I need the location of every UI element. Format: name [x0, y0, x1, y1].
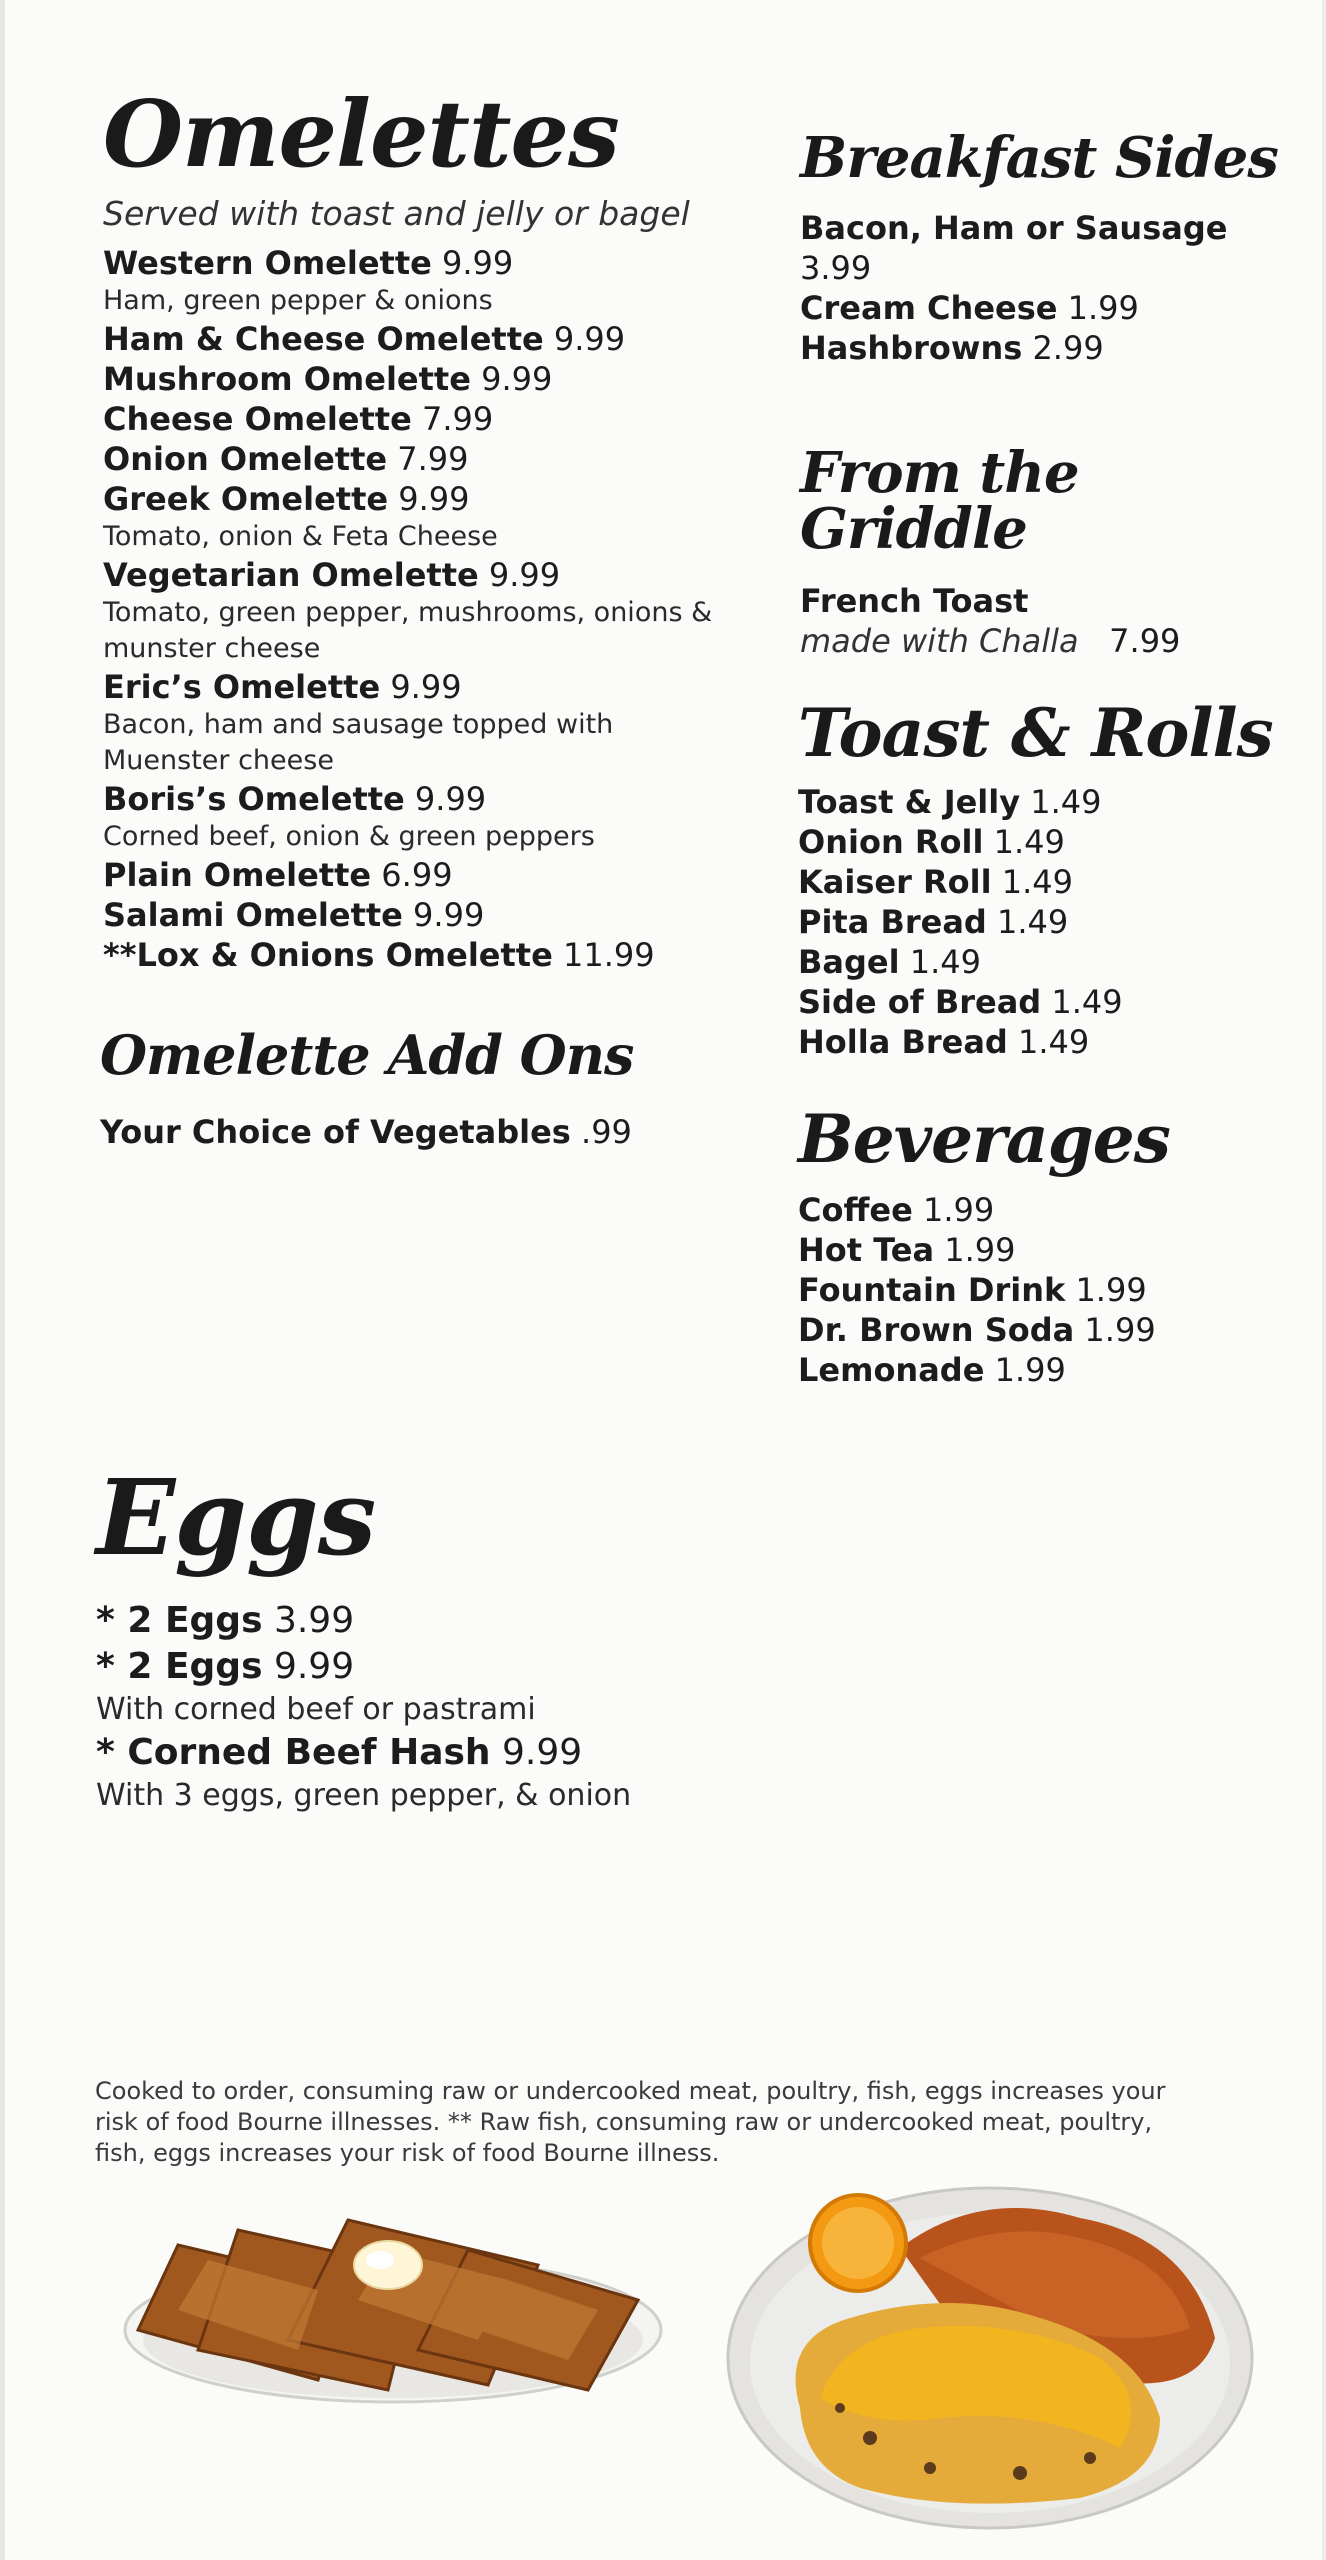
menu-item-price: 1.99: [922, 1191, 995, 1229]
menu-item-name: Kaiser Roll: [798, 863, 992, 901]
menu-item: [800, 328, 1300, 368]
menu-item-name: Cheese Omelette: [103, 400, 412, 438]
menu-item-name: Pita Bread: [798, 903, 987, 941]
menu-item-desc: Corned beef, onion & green peppers: [103, 821, 595, 852]
menu-item-line: [96, 1730, 736, 1776]
menu-item-price: 9.99: [488, 556, 561, 594]
menu-item-line: [96, 1598, 736, 1644]
beverages-list: [798, 1190, 1298, 1390]
menu-item-price: 9.99: [273, 1646, 355, 1687]
menu-item-desc: With corned beef or pastrami: [96, 1692, 536, 1727]
menu-item: [103, 779, 743, 855]
griddle-item: [800, 581, 1300, 621]
griddle-item-price: 7.99: [1109, 622, 1181, 660]
menu-item-name: Hashbrowns: [800, 329, 1023, 367]
menu-item-desc: Bacon, ham and sausage topped with Muenster cheese: [103, 709, 614, 776]
menu-item-price: 1.49: [993, 823, 1065, 861]
menu-item-name: * Corned Beef Hash: [96, 1732, 491, 1773]
menu-item-price: 9.99: [481, 360, 553, 398]
menu-item-name: Bagel: [798, 943, 900, 981]
menu-item-name: Lemonade: [798, 1351, 985, 1389]
menu-item: [96, 1730, 736, 1816]
menu-item-line: [103, 479, 743, 519]
menu-item-name: Mushroom Omelette: [103, 360, 471, 398]
menu-item-name: Bacon, Ham or Sausage: [800, 209, 1228, 247]
menu-item-price: 6.99: [381, 856, 453, 894]
menu-item-line: [800, 208, 1300, 288]
omelette-plate-photo: [720, 2168, 1260, 2538]
eggs-title: Eggs: [96, 1456, 376, 1579]
menu-item-line: [798, 902, 1298, 942]
menu-item-line: [103, 935, 743, 975]
menu-item-line: [800, 288, 1300, 328]
menu-item-name: Plain Omelette: [103, 856, 372, 894]
menu-item: [103, 667, 743, 779]
toast-list: [798, 782, 1298, 1062]
menu-item-line: [103, 855, 743, 895]
menu-item: [103, 935, 743, 975]
menu-item-name: Cream Cheese: [800, 289, 1058, 327]
menu-item-price: 3.99: [273, 1600, 355, 1641]
menu-item-line: [103, 243, 743, 283]
menu-item: [798, 1310, 1298, 1350]
menu-item-name: Onion Roll: [798, 823, 984, 861]
menu-item: [798, 1230, 1298, 1270]
menu-item-line: [103, 359, 743, 399]
menu-item: [798, 1350, 1298, 1390]
menu-item-desc: Tomato, green pepper, mushrooms, onions & munster cheese: [103, 597, 713, 664]
menu-item: [103, 319, 743, 359]
menu-item-line: [798, 1230, 1298, 1270]
menu-item-name: Coffee: [798, 1191, 913, 1229]
menu-item-price: 1.99: [1075, 1271, 1147, 1309]
menu-item-desc: With 3 eggs, green pepper, & onion: [96, 1778, 632, 1813]
menu-item-line: [798, 1270, 1298, 1310]
menu-item: [103, 479, 743, 555]
menu-item-price: 1.49: [997, 903, 1069, 941]
beverages-section: [798, 1100, 1298, 1390]
addon-item: [100, 1112, 740, 1152]
menu-item-line: [798, 942, 1298, 982]
menu-item-line: [103, 319, 743, 359]
menu-item-line: [798, 1190, 1298, 1230]
menu-item-line: [103, 555, 743, 595]
menu-item: [798, 942, 1298, 982]
sides-title: Breakfast Sides: [800, 125, 1278, 191]
menu-item-price: 7.99: [421, 400, 494, 438]
addons-title: Omelette Add Ons: [100, 1023, 634, 1087]
menu-item-name: * 2 Eggs: [96, 1600, 263, 1641]
menu-item: [798, 1190, 1298, 1230]
menu-item: [103, 243, 743, 319]
menu-item-line: [798, 982, 1298, 1022]
menu-item-desc: Ham, green pepper & onions: [103, 285, 493, 316]
menu-item-price: 1.49: [1030, 783, 1102, 821]
eggs-list: [96, 1598, 736, 1816]
griddle-item-name: French Toast: [800, 582, 1029, 620]
menu-item-name: Ham & Cheese Omelette: [103, 320, 544, 358]
page-edge-left: [0, 0, 5, 2560]
omelettes-list: [103, 243, 743, 975]
menu-item: [96, 1644, 736, 1730]
menu-item-name: Salami Omelette: [103, 896, 403, 934]
sides-section: [800, 125, 1300, 368]
beverages-title: Beverages: [798, 1100, 1170, 1178]
menu-item: [96, 1598, 736, 1644]
menu-item: [103, 555, 743, 667]
menu-item-price: 1.99: [1067, 289, 1139, 327]
menu-item: [798, 982, 1298, 1022]
menu-item-name: * 2 Eggs: [96, 1646, 263, 1687]
menu-item-line: [96, 1644, 736, 1690]
addon-name: Your Choice of Vegetables: [100, 1113, 571, 1151]
menu-item-line: [103, 779, 743, 819]
menu-item-price: 1.49: [1051, 983, 1123, 1021]
menu-item-name: Eric’s Omelette: [103, 668, 381, 706]
menu-item-name: Boris’s Omelette: [103, 780, 405, 818]
menu-item-price: 9.99: [502, 1732, 583, 1773]
menu-item: [798, 782, 1298, 822]
menu-item: [800, 288, 1300, 328]
omelettes-section: [103, 80, 743, 975]
griddle-item-desc: made with Challa: [800, 622, 1079, 660]
menu-item-price: 1.49: [909, 943, 981, 981]
menu-item-name: Onion Omelette: [103, 440, 388, 478]
menu-item-price: 1.49: [1001, 863, 1074, 901]
menu-item: [103, 439, 743, 479]
menu-item-price: 9.99: [398, 480, 470, 518]
omelettes-title: Omelettes: [103, 80, 619, 188]
menu-item-line: [103, 895, 743, 935]
menu-item-price: 9.99: [390, 668, 462, 706]
menu-item-line: [798, 862, 1298, 902]
menu-item-price: 2.99: [1032, 329, 1104, 367]
sides-list: [800, 208, 1300, 368]
menu-item-price: 9.99: [413, 896, 485, 934]
menu-item-price: 1.99: [994, 1351, 1066, 1389]
griddle-section: [800, 440, 1300, 661]
menu-item-price: 9.99: [442, 244, 514, 282]
menu-item: [798, 822, 1298, 862]
menu-item: [103, 399, 743, 439]
menu-item-name: Side of Bread: [798, 983, 1042, 1021]
menu-item-line: [800, 328, 1300, 368]
menu-item: [800, 208, 1300, 288]
menu-item-line: [798, 1022, 1298, 1062]
menu-item-price: 1.49: [1017, 1023, 1090, 1061]
menu-item: [103, 359, 743, 399]
disclaimer-text: Cooked to order, consuming raw or undercooked meat, poultry, fish, eggs increases your risk of food Bourne illnesses. ** Raw fish, consuming raw or undercooked meat, poultry, fish, eggs increases your risk of food Bourne illness.: [95, 2077, 1166, 2167]
menu-item-line: [103, 399, 743, 439]
addons-section: [100, 1023, 740, 1152]
toast-title: Toast & Rolls: [798, 694, 1273, 772]
menu-item: [103, 895, 743, 935]
menu-item: [798, 1022, 1298, 1062]
menu-item-line: [103, 667, 743, 707]
menu-item-price: 9.99: [553, 320, 626, 358]
menu-item-price: 3.99: [800, 249, 872, 287]
menu-item-line: [798, 1350, 1298, 1390]
menu-item-price: 1.99: [944, 1231, 1016, 1269]
menu-item-line: [798, 822, 1298, 862]
menu-item-price: 7.99: [397, 440, 469, 478]
menu-item-name: Western Omelette: [103, 244, 432, 282]
eggs-section: [96, 1456, 736, 1816]
menu-item-name: Dr. Brown Soda: [798, 1311, 1075, 1349]
menu-item-name: **Lox & Onions Omelette: [103, 936, 553, 974]
page-edge-right: [1322, 0, 1326, 2560]
menu-item-name: Fountain Drink: [798, 1271, 1066, 1309]
omelettes-subtitle: Served with toast and jelly or bagel: [103, 194, 690, 233]
menu-item-line: [103, 439, 743, 479]
menu-item-price: 9.99: [414, 780, 487, 818]
menu-item-line: [798, 782, 1298, 822]
menu-item-name: Holla Bread: [798, 1023, 1008, 1061]
menu-item: [798, 902, 1298, 942]
menu-item-price: 1.99: [1084, 1311, 1156, 1349]
menu-item-name: Hot Tea: [798, 1231, 935, 1269]
menu-item: [103, 855, 743, 895]
french-toast-photo: [118, 2190, 678, 2430]
menu-item-line: [798, 1310, 1298, 1350]
menu-item-name: Vegetarian Omelette: [103, 556, 479, 594]
addon-price: .99: [581, 1113, 632, 1151]
menu-item-desc: Tomato, onion & Feta Cheese: [103, 521, 498, 552]
menu-item-price: 11.99: [562, 936, 655, 974]
menu-item-name: Greek Omelette: [103, 480, 389, 518]
toast-section: [798, 694, 1298, 1062]
menu-item: [798, 1270, 1298, 1310]
menu-item: [798, 862, 1298, 902]
griddle-title: From the Griddle: [800, 440, 1079, 562]
griddle-item-detail: [800, 621, 1300, 661]
menu-item-name: Toast & Jelly: [798, 783, 1021, 821]
